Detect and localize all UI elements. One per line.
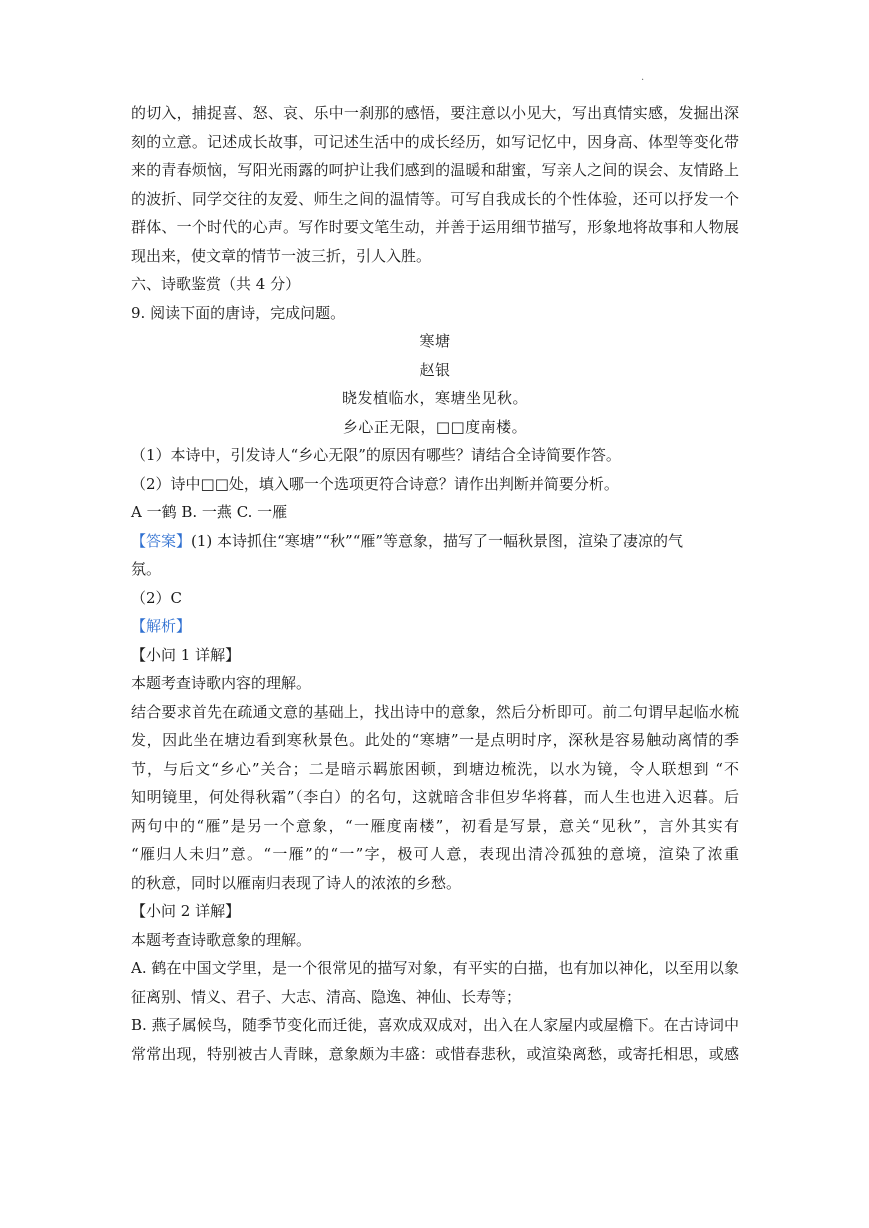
intro-line: 刻的立意。记述成长故事，可记述生活中的成长经历，如写记忆中，因身高、体型等变化带 [131,132,739,151]
sub-1-line: 的秋意，同时以雁南归表现了诗人的浓浓的乡愁。 [131,873,462,892]
poem-line-2: 乡心正无限，□□度南楼。 [342,417,528,436]
sub-2-header: 【小问 2 详解】 [131,902,241,920]
answer-options: A 一鹤 B. 一燕 C. 一雁 [131,503,288,521]
sub-2-line: 征离别、情义、君子、大志、清高、隐逸、神仙、长寿等； [131,987,522,1006]
intro-line: 的切入，捕捉喜、怒、哀、乐中一刹那的感悟，要注意以小见大，写出真情实感，发掘出深 [131,104,739,122]
intro-line: 的波折、同学交往的友爱、师生之间的温情等。可写自我成长的个性体验，还可以抒发一个 [131,189,739,208]
sub-2-lead: 本题考查诗歌意象的理解。 [131,930,312,949]
intro-line: 群体、一个时代的心声。写作时要文笔生动，并善于运用细节描写，形象地将故事和人物展 [131,218,739,236]
sub-question-1: （1）本诗中，引发诗人“乡心无限”的原因有哪些？请结合全诗简要作答。 [131,446,621,464]
poem-title: 寒塘 [419,332,451,350]
answer-label: 【答案】 [131,531,192,550]
poem-author: 赵银 [419,360,451,379]
document-body [131,99,739,1068]
sub-1-line: 结合要求首先在疏通文意的基础上，找出诗中的意象，然后分析即可。前二句谓早起临水梳 [131,702,739,721]
answer-1-continued: 氛。 [131,560,162,578]
sub-1-line: 知明镜里，何处得秋霜”（李白）的名句，这就暗含非但岁华将暮，而人生也进入迟暮。后 [131,788,739,806]
page-mark: . [641,72,645,83]
answer-1-text: (1) 本诗抓住“寒塘”“秋”“雁”等意象，描写了一幅秋景图，渲染了凄凉的气 [191,531,684,550]
section-title: 六、诗歌鉴赏（共 4 分） [131,275,301,293]
sub-2-line: B. 燕子属候鸟，随季节变化而迁徙，喜欢成双成对，出入在人家屋内或屋檐下。在古诗词中 [131,1016,739,1034]
intro-line: 现出来，使文章的情节一波三折，引人入胜。 [131,246,432,265]
sub-1-line: 节，与后文“乡心”关合；二是暗示羁旅困顿，到塘边梳洗，以水为镜，令人联想到 “不 [131,759,739,778]
sub-2-line: 常常出现，特别被古人青睐，意象颇为丰盛：或惜春悲秋，或渲染离愁，或寄托相思，或感 [131,1044,739,1063]
poem-line-1: 晓发植临水，寒塘坐见秋。 [341,389,528,407]
answer-line-1 [131,527,739,556]
sub-1-lead: 本题考查诗歌内容的理解。 [131,674,312,692]
sub-1-line: 发，因此坐在塘边看到寒秋景色。此处的“寒塘”一是点明时序，深秋是容易触动离情的季 [131,731,739,749]
sub-2-line: A. 鹤在中国文学里，是一个很常见的描写对象，有平实的白描，也有加以神化，以至用以象 [131,959,739,977]
sub-1-line: “雁归人未归”意。“一雁”的“一”字，极可人意，表现出清冷孤独的意境，渲染了浓重 [131,845,739,863]
answer-2: （2）C [131,588,183,607]
sub-1-header: 【小问 1 详解】 [131,645,241,664]
analysis-label: 【解析】 [131,617,192,635]
question-9: 9. 阅读下面的唐诗，完成问题。 [131,303,346,322]
sub-1-line: 两句中的“雁”是另一个意象，“一雁度南楼”，初看是写景，意关“见秋”，言外其实有 [131,816,739,835]
intro-line: 来的青春烦恼，写阳光雨露的呵护让我们感到的温暖和甜蜜，写亲人之间的误会、友情路上 [131,161,739,179]
sub-question-2: （2）诗中□□处，填入哪一个选项更符合诗意？请作出判断并简要分析。 [131,474,619,493]
